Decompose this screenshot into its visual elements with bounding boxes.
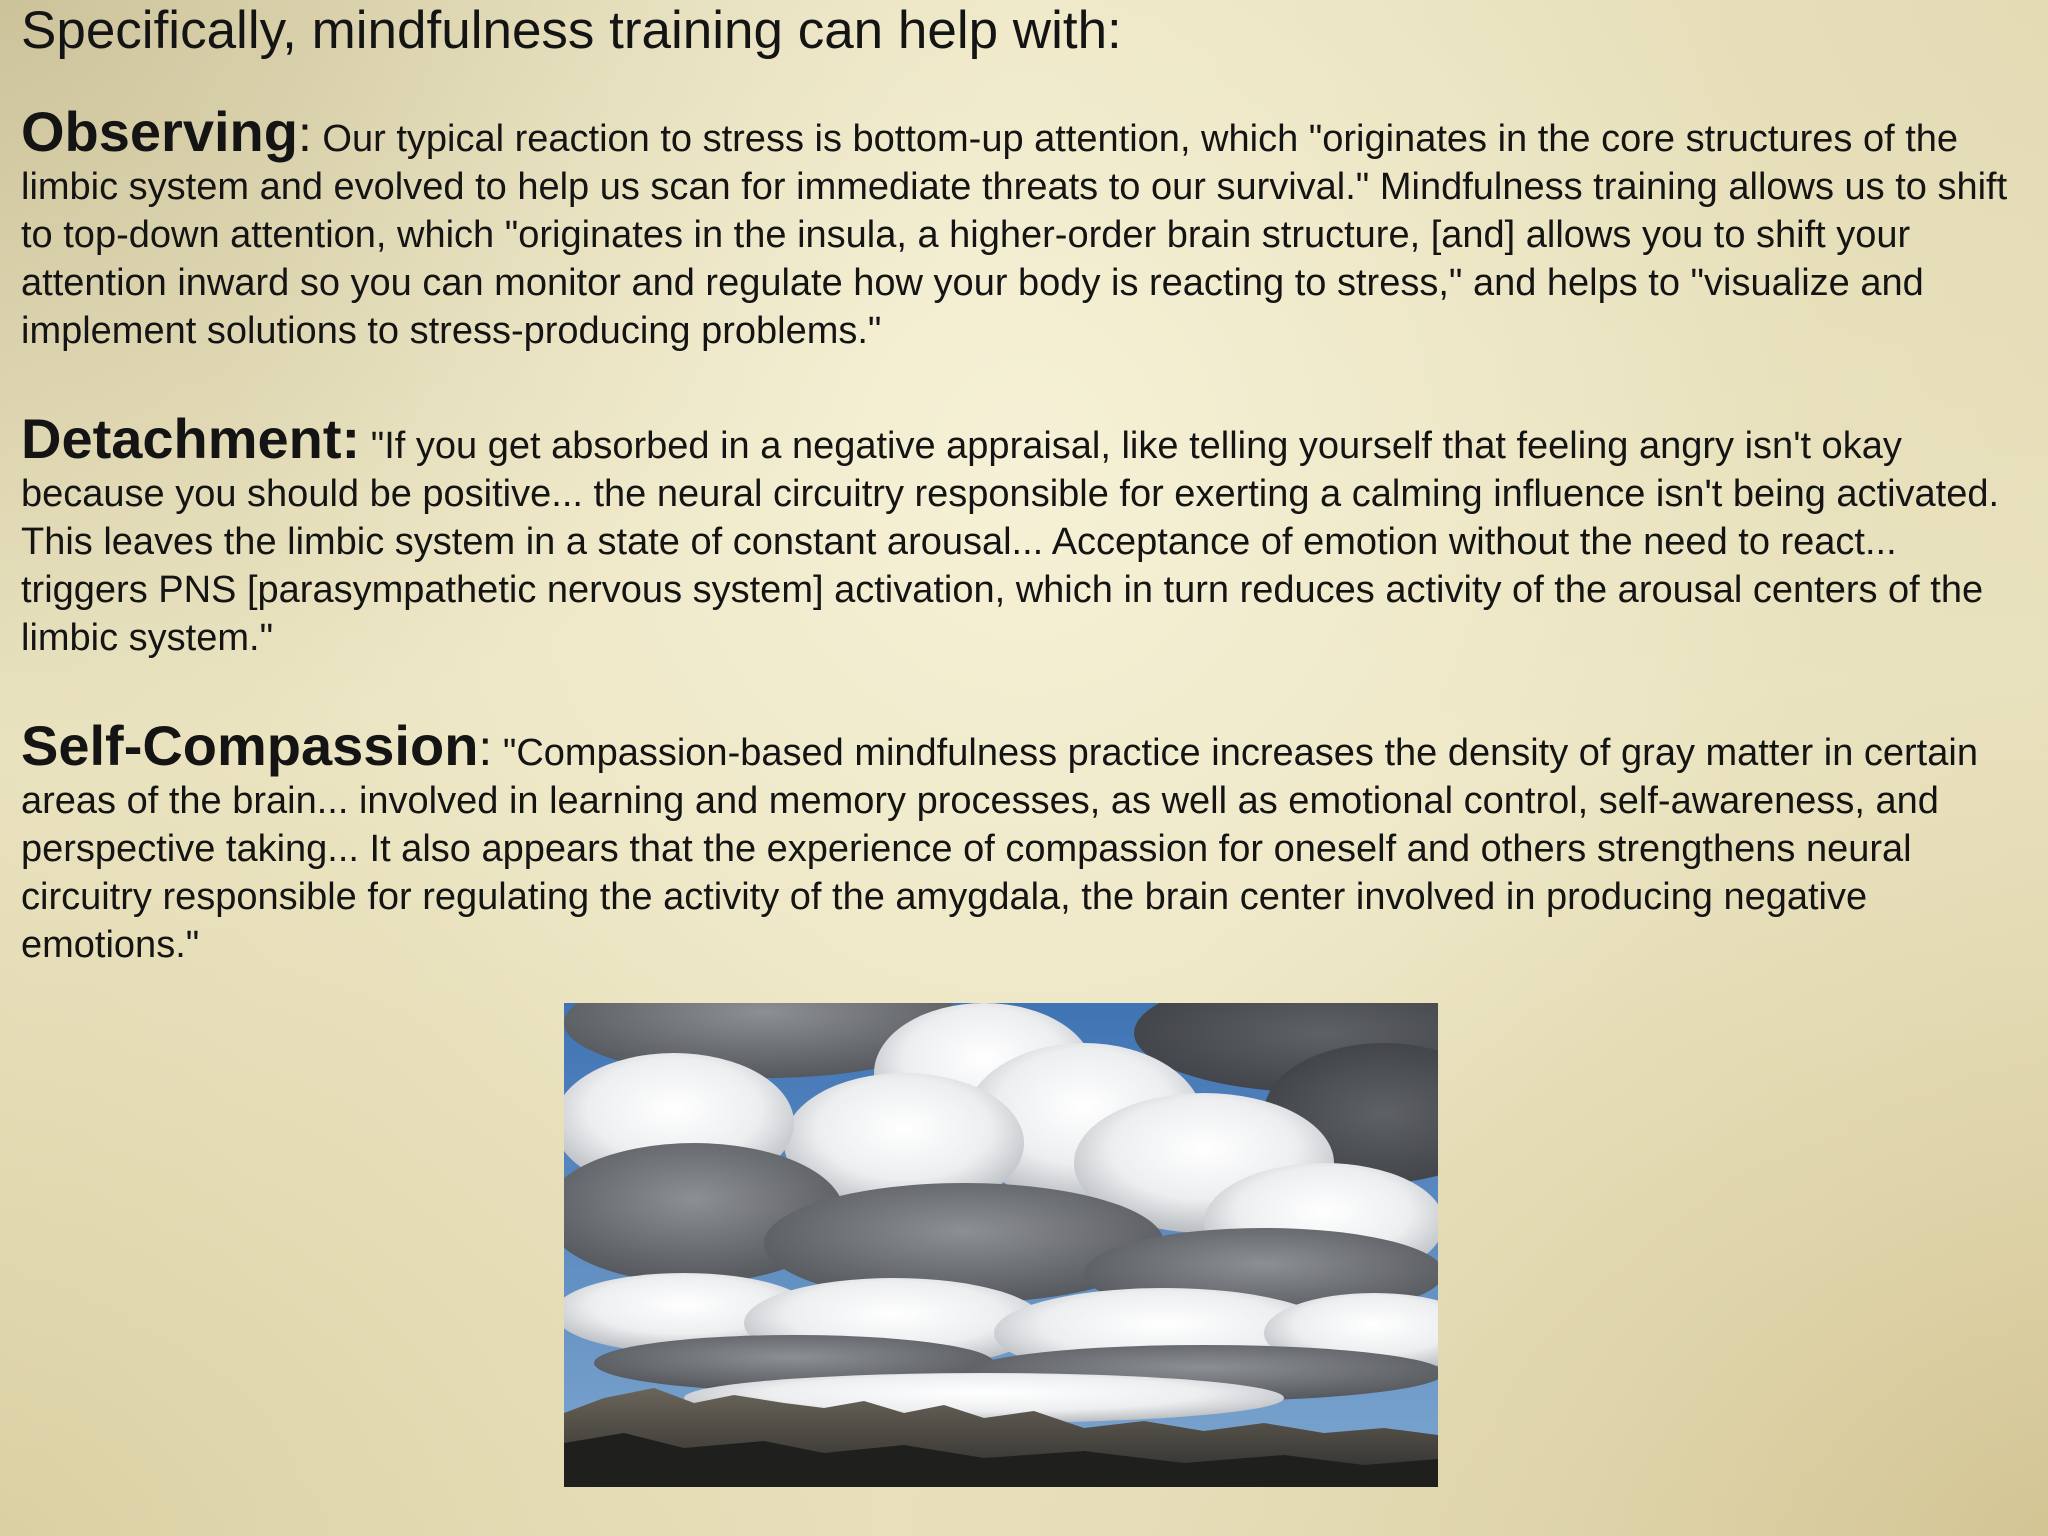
slide-intro-heading: Specifically, mindfulness training can help with: xyxy=(21,1,1122,60)
observing-term: Observing xyxy=(21,100,298,163)
observing-term-colon: : xyxy=(297,106,312,162)
self-compassion-text: "Compassion-based mindfulness practice increases the density of gray matter in certain areas of the brain... involved in learning and memory processes, as well as emotional control, self-awareness, and perspective taking... It also appears that the experience of compassion for oneself and others strengthens neural circuitry responsible for regulating the activity of the amygdala, the brain center involved in producing negative emotions." xyxy=(21,732,1978,966)
cloud-landscape-image xyxy=(564,1003,1438,1487)
detachment-text: "If you get absorbed in a negative appraisal, like telling yourself that feeling angry isn't okay because you should be positive... the neural circuitry responsible for exerting a calming influence isn't being activated. This leaves the limbic system in a state of constant arousal... Acceptance of emotion without the need to react... triggers PNS [parasympathetic nervous system] activation, which in turn reduces activity of the arousal centers of the limbic system." xyxy=(21,425,2000,659)
cloud-landscape-photo xyxy=(564,1003,1438,1487)
self-compassion-paragraph xyxy=(21,714,2021,969)
self-compassion-term: Self-Compassion xyxy=(21,714,479,777)
observing-text: Our typical reaction to stress is bottom-up attention, which "originates in the core structures of the limbic system and evolved to help us scan for immediate threats to our survival." Mindfulness training allows us to shift to top-down attention, which "originates in the insula, a higher-order brain structure, [and] allows you to shift your attention inward so you can monitor and regulate how your body is reacting to stress," and helps to "visualize and implement solutions to stress-producing problems." xyxy=(21,118,2008,352)
detachment-paragraph xyxy=(21,407,2021,662)
observing-paragraph xyxy=(21,100,2021,355)
self-compassion-term-colon: : xyxy=(478,720,493,776)
detachment-term: Detachment: xyxy=(21,407,361,470)
